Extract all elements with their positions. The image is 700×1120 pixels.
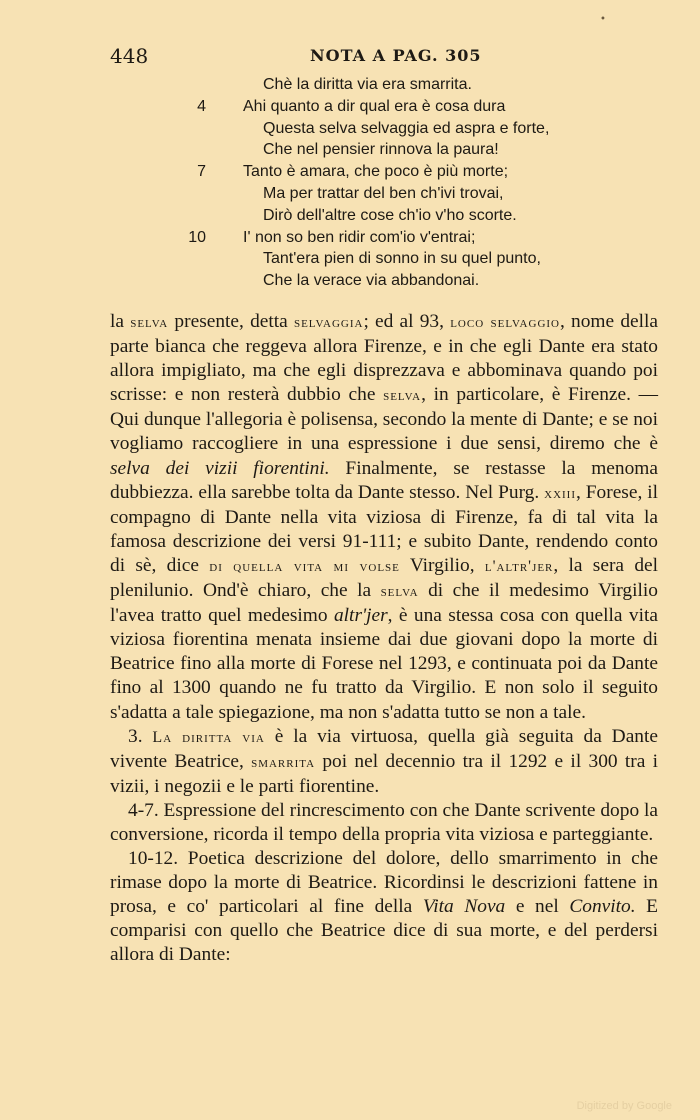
verse-line xyxy=(180,161,549,183)
text-run: la xyxy=(110,311,131,332)
verse-text: Che la verace via abbandonai. xyxy=(263,272,480,290)
small-caps-term: di quella vita mi volse xyxy=(209,557,400,575)
verse-text: Tant'era pien di sonno in su quel punto, xyxy=(263,250,541,268)
italic-term: Vita Nova xyxy=(422,896,506,918)
small-caps-term: xxiii xyxy=(544,484,577,502)
small-caps-term: loco selvaggio xyxy=(450,314,560,331)
text-run: Finalmente, se restasse la menoma dubbiezza. ella sarebbe tolta da Dante stesso. Nel Purg. xyxy=(110,457,658,503)
verse-text: Che nel pensier rinnova la paura! xyxy=(263,141,499,159)
text-run: , Forese, il compagno di Dante nella vita viziosa di Firenze, fa di tal vita la famosa descrizione dei versi 91-111; e subito Dante, rendendo conto di sè, dice xyxy=(110,481,658,576)
verse-number: 4 xyxy=(197,97,206,115)
text-run: , in particolare, è Firenze. — Qui dunque l'allegoria è polisensa, secondo la mente di Dante; e se noi vogliamo raccogliere in una espressione i due sensi, diremo che è xyxy=(110,384,658,455)
verse-number: 10 xyxy=(188,228,206,246)
italic-term: selva dei vizii fiorentini. xyxy=(110,457,330,479)
small-caps-term: La diritta via xyxy=(152,728,265,746)
small-caps-term: selvaggia xyxy=(293,314,364,331)
verse-line xyxy=(180,205,549,227)
text-run: è la via virtuosa, quella già seguita da Dante vivente Beatrice, xyxy=(110,725,658,772)
text-run: , la sera del plenilunio. Ond'è chiaro, che la xyxy=(110,554,659,602)
running-title: NOTA A PAG. 305 xyxy=(310,46,482,65)
page-header xyxy=(110,44,660,74)
paragraph xyxy=(110,310,658,725)
verse-line xyxy=(180,139,549,161)
verse-line xyxy=(180,96,549,118)
watermark: Digitized by Google xyxy=(576,1100,672,1112)
verse-line xyxy=(180,227,549,249)
verse-text: Questa selva selvaggia ed aspra e forte, xyxy=(263,119,550,137)
commentary-text xyxy=(110,310,658,968)
verse-text: Tanto è amara, che poco è più morte; xyxy=(243,163,509,181)
text-run: e nel xyxy=(505,896,570,918)
verse-line xyxy=(180,118,549,140)
verse-line xyxy=(180,248,549,270)
small-caps-term: l'altr'jer xyxy=(484,557,554,575)
text-run: presente, detta xyxy=(168,311,294,332)
ink-speck: • xyxy=(600,14,606,25)
small-caps-term: selva xyxy=(380,583,419,601)
text-run: 4-7. Espressione del rincrescimento con che Dante scrivente dopo la conversione, ricorda il tempo della propria vita viziosa e parteggiante. xyxy=(110,799,658,845)
verse-text: Dirò dell'altre cose ch'io v'ho scorte. xyxy=(263,206,517,224)
text-run: 10-12. Poetica descrizione del dolore, dello smarrimento in che rimase dopo la morte di Beatrice. Ricordinsi le descrizioni fattene in prosa, e co' particolari al fine della xyxy=(110,848,658,918)
verse-text: Ma per trattar del ben ch'ivi trovai, xyxy=(263,184,504,202)
text-run: di che il medesimo Virgilio l'avea tratto quel medesimo xyxy=(110,580,658,627)
text-run: , nome della parte bianca che reggeva allora Firenze, e in che egli Dante era stato allora impigliato, ma che egli disprezzava e abbominava quando poi scrisse: e non resterà dubbio che xyxy=(110,311,659,406)
small-caps-term: smarrita xyxy=(251,753,316,771)
verse-line xyxy=(180,270,549,292)
text-run: ; ed al 93, xyxy=(363,311,451,332)
note-4-7 xyxy=(110,799,658,847)
italic-term: Convito. xyxy=(569,896,636,918)
verse-text: Ahi quanto a dir qual era è cosa dura xyxy=(243,97,506,115)
small-caps-term: selva xyxy=(130,314,169,331)
verse-text: Chè la diritta via era smarrita. xyxy=(263,76,472,93)
text-run: 3. xyxy=(128,725,153,747)
text-run: Virgilio, xyxy=(399,554,485,576)
italic-term: altr'jer xyxy=(333,605,388,627)
text-run: , è una stessa cosa con quella vita viziosa fiorentina menata insieme dai due giovani dopo la morte di Beatrice fino alla morte di Forese nel 1293, e continuata poi da Dante fino al 1300 quando ne fu tratto da Virgilio. E non solo il seguito s'adatta a tale spiegazione, ma non s'adatta tutto se non a tale. xyxy=(110,605,658,723)
verse-line xyxy=(180,74,549,96)
note-10-12 xyxy=(110,847,658,967)
text-run: E comparisi con quello che Beatrice dice di sua morte, e del perdersi allora di Dante: xyxy=(110,896,659,966)
verse-text: I' non so ben ridir com'io v'entrai; xyxy=(243,228,476,246)
verse-number: 7 xyxy=(197,163,206,181)
verse-quotation xyxy=(180,74,549,292)
page-number: 448 xyxy=(110,44,149,68)
verse-line xyxy=(180,183,549,205)
text-run: poi nel decennio tra il 1292 e il 300 tra i vizii, i negozii e le parti fiorentine. xyxy=(110,750,658,797)
small-caps-term: selva xyxy=(383,387,422,405)
note-3 xyxy=(110,725,658,799)
